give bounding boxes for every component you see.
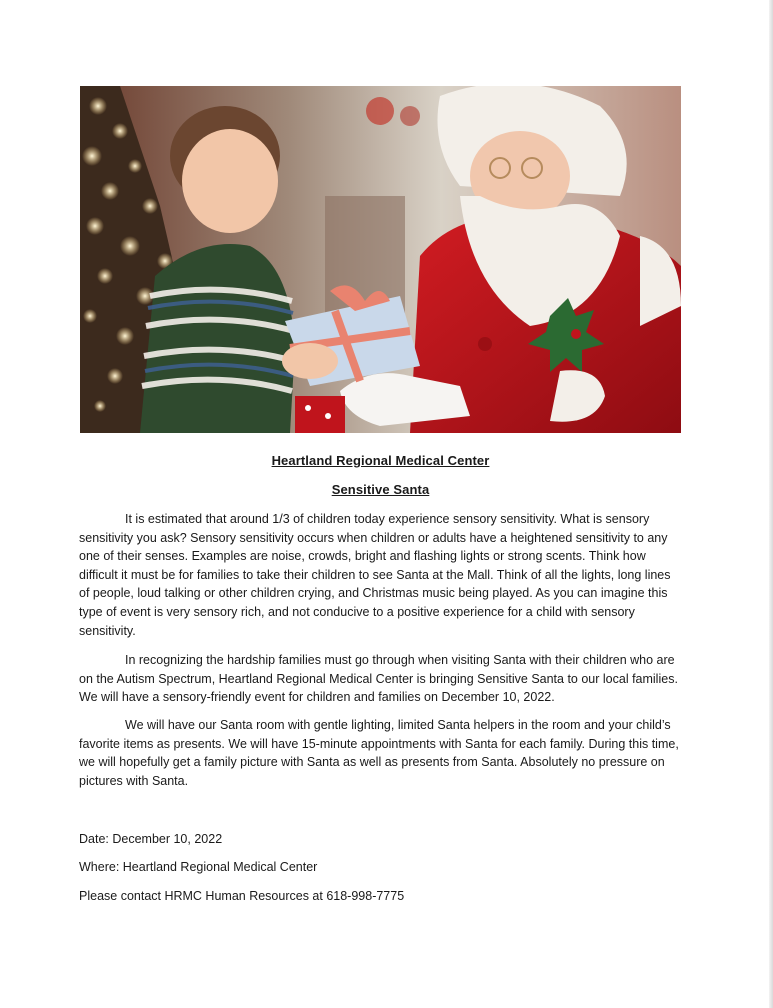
intro-paragraph: It is estimated that around 1/3 of children today experience sensory sensitivity. What is sensory sensitivity you ask? Sensory sensitivity occurs when children or adults have a heightened sensitivity to any one of their senses. Examples are noise, crowds, bright and flashing lights or strong scents. Think how difficult it must be for families to take their children to see Santa at the Mall. Think of all the lights, long lines of people, loud talking or other children crying, and Christmas music being played. As you can imagine this type of event is very sensory rich, and not conducive to a positive experience for a child with sensory sensitivity. — [79, 512, 671, 638]
page-edge — [769, 0, 773, 1008]
organization-heading: Heartland Regional Medical Center — [271, 453, 490, 468]
santa-child-photo — [80, 86, 681, 433]
event-location: Where: Heartland Regional Medical Center — [79, 860, 318, 874]
event-details-paragraph: We will have our Santa room with gentle lighting, limited Santa helpers in the room and your child’s favorite items as presents. We will have 15-minute appointments with Santa for each family. During this time, we will hopefully get a family picture with Santa as well as presents from Santa. Absolutely no pressure on pictures with Santa. — [79, 718, 679, 788]
autism-paragraph: In recognizing the hardship families must go through when visiting Santa with their children who are on the Autism Spectrum, Heartland Regional Medical Center is bringing Sensitive Santa to our local families. We will have a sensory-friendly event for children and families on December 10, 2022. — [79, 653, 678, 705]
contact-line: Please contact HRMC Human Resources at 618-998-7775 — [79, 889, 405, 903]
event-title: Sensitive Santa — [331, 482, 430, 497]
event-date: Date: December 10, 2022 — [79, 832, 223, 846]
